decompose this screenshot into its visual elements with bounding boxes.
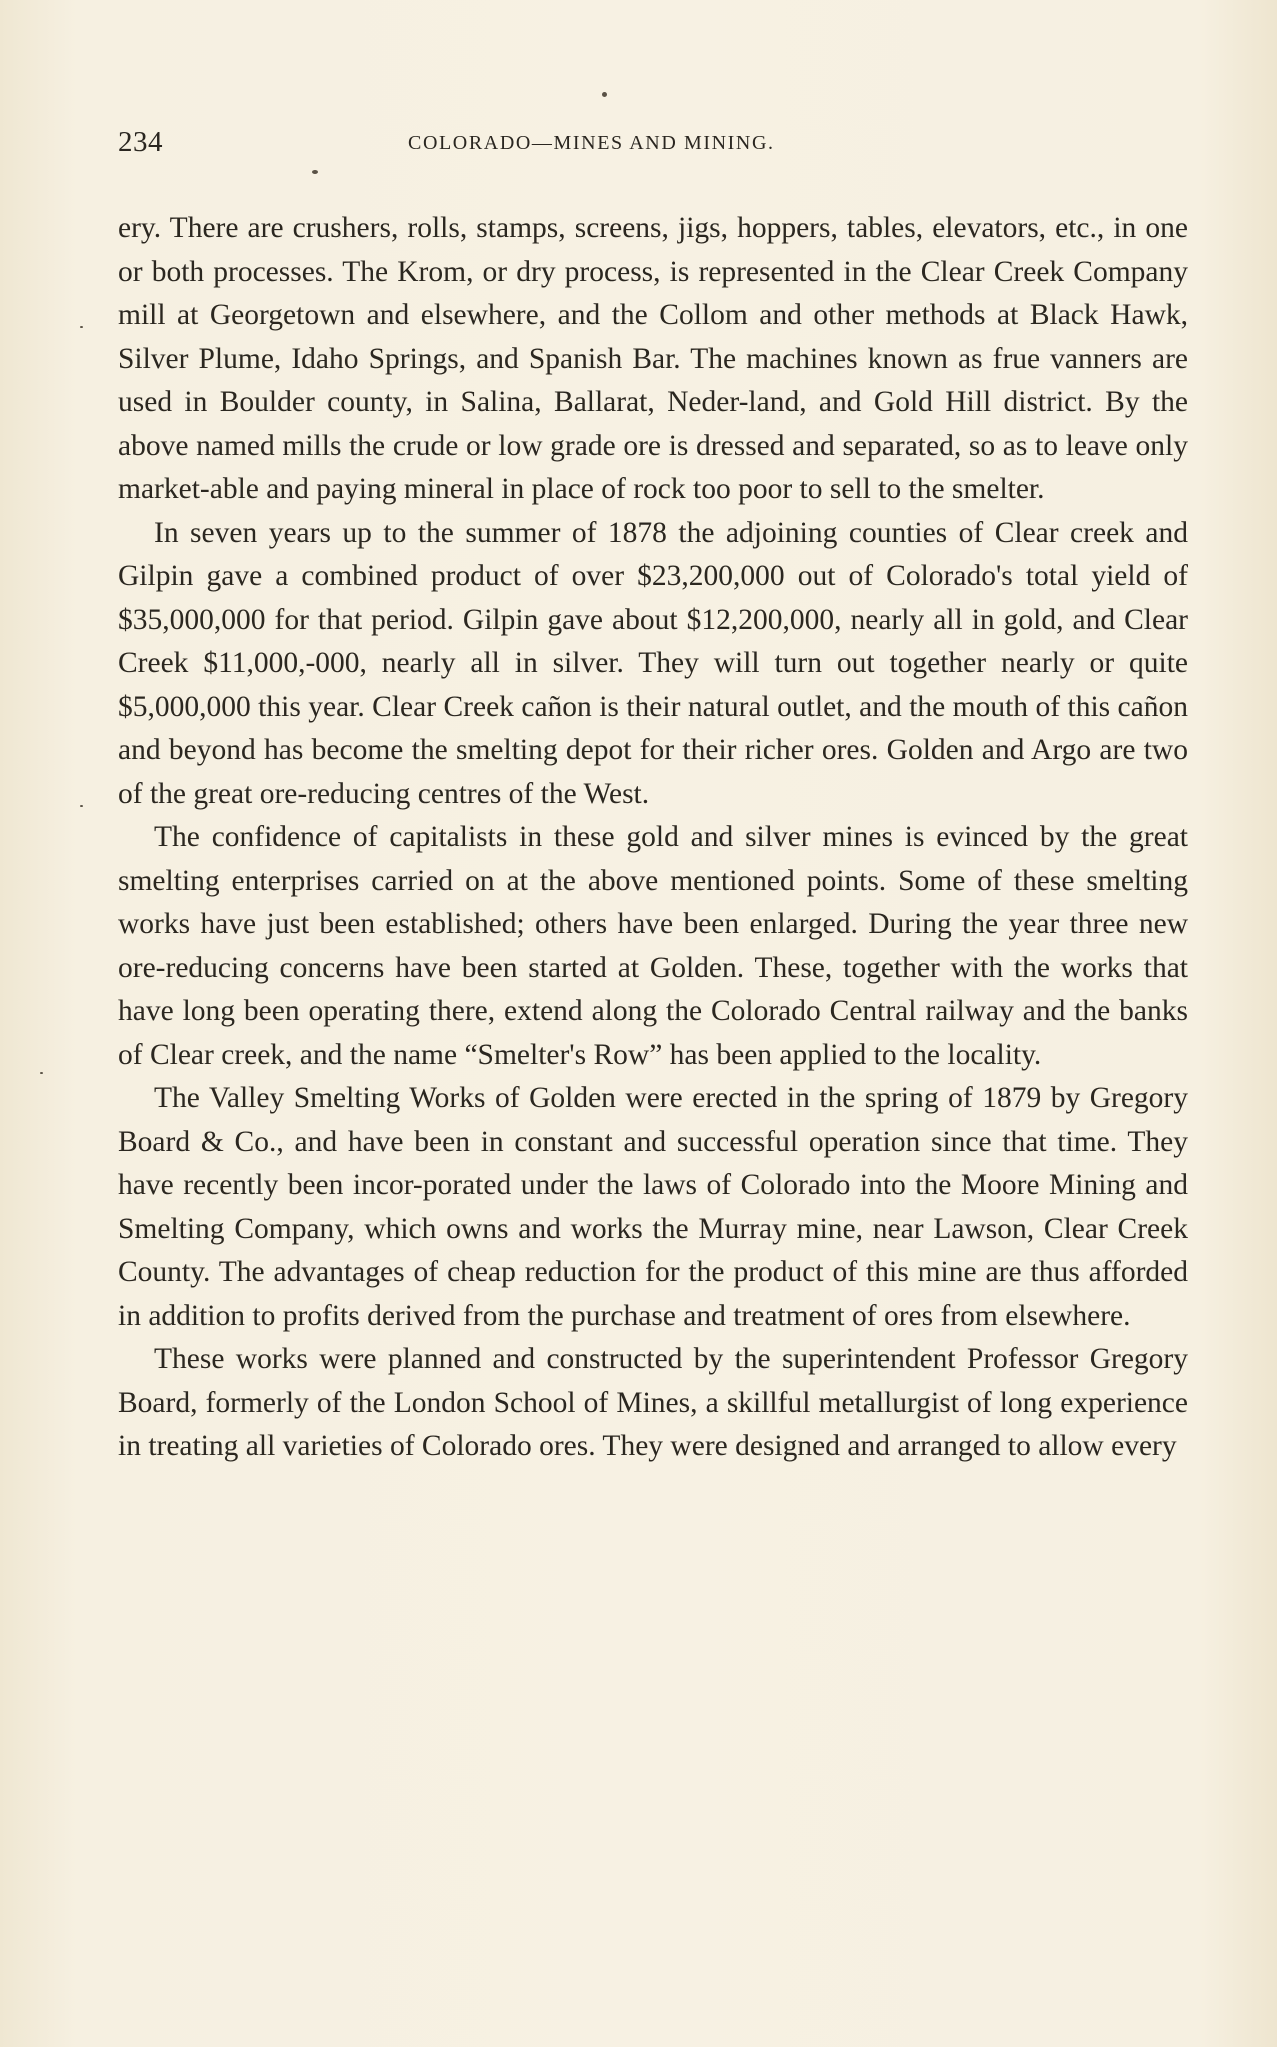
body-text bbox=[118, 207, 1188, 1469]
print-speck bbox=[80, 805, 83, 807]
paragraph: The Valley Smelting Works of Golden were erected in the spring of 1879 by Gregory Board & Co., and have been in constant and successful operation since that time. They have recently been incor-porated under the laws of Colorado into the Moore Mining and Smelting Company, which owns and works the Murray mine, near Lawson, Clear Creek County. The advantages of cheap reduction for the product of this mine are thus afforded in addition to profits derived from the purchase and treatment of ores from elsewhere. bbox=[118, 1082, 1188, 1332]
running-head: COLORADO—MINES AND MINING. bbox=[408, 132, 775, 154]
print-speck bbox=[40, 1072, 43, 1074]
page-header bbox=[118, 126, 1188, 166]
paragraph: In seven years up to the summer of 1878 the adjoining counties of Clear creek and Gilpin gave a combined product of over $23,200,000 out of Colorado's total yield of $35,000,000 for that period. Gilpin gave about $12,200,000, nearly all in gold, and Clear Creek $11,000,-000, nearly all in silver. They will turn out together nearly or quite $5,000,000 this year. Clear Creek cañon is their natural outlet, and the mouth of this cañon and beyond has become the smelting depot for their richer ores. Golden and Argo are two of the great ore-reducing centres of the West. bbox=[118, 516, 1188, 810]
paragraph: ery. There are crushers, rolls, stamps, screens, jigs, hoppers, tables, elevators, etc., in one or both processes. The Krom, or dry process, is represented in the Clear Creek Company mill at Georgetown and elsewhere, and the Collom and other methods at Black Hawk, Silver Plume, Idaho Springs, and Spanish Bar. The machines known as frue vanners are used in Boulder county, in Salina, Ballarat, Neder-land, and Gold Hill district. By the above named mills the crude or low grade ore is dressed and separated, so as to leave only market-able and paying mineral in place of rock too poor to sell to the smelter. bbox=[118, 212, 1188, 505]
page-number: 234 bbox=[118, 126, 163, 158]
print-speck bbox=[312, 170, 318, 174]
print-speck bbox=[602, 92, 607, 97]
paragraph: The confidence of capitalists in these gold and silver mines is evinced by the great smelting enterprises carried on at the above mentioned points. Some of these smelting works have just been established; others have been enlarged. During the year three new ore-reducing concerns have been started at Golden. These, together with the works that have long been operating there, extend along the Colorado Central railway and the banks of Clear creek, and the name “Smelter's Row” has been applied to the locality. bbox=[118, 821, 1188, 1071]
print-speck bbox=[80, 326, 83, 328]
paragraph: These works were planned and constructed by the superintendent Professor Gregory Board, formerly of the London School of Mines, a skillful metallurgist of long experience in treating all varieties of Colorado ores. They were designed and arranged to allow every bbox=[118, 1343, 1188, 1462]
